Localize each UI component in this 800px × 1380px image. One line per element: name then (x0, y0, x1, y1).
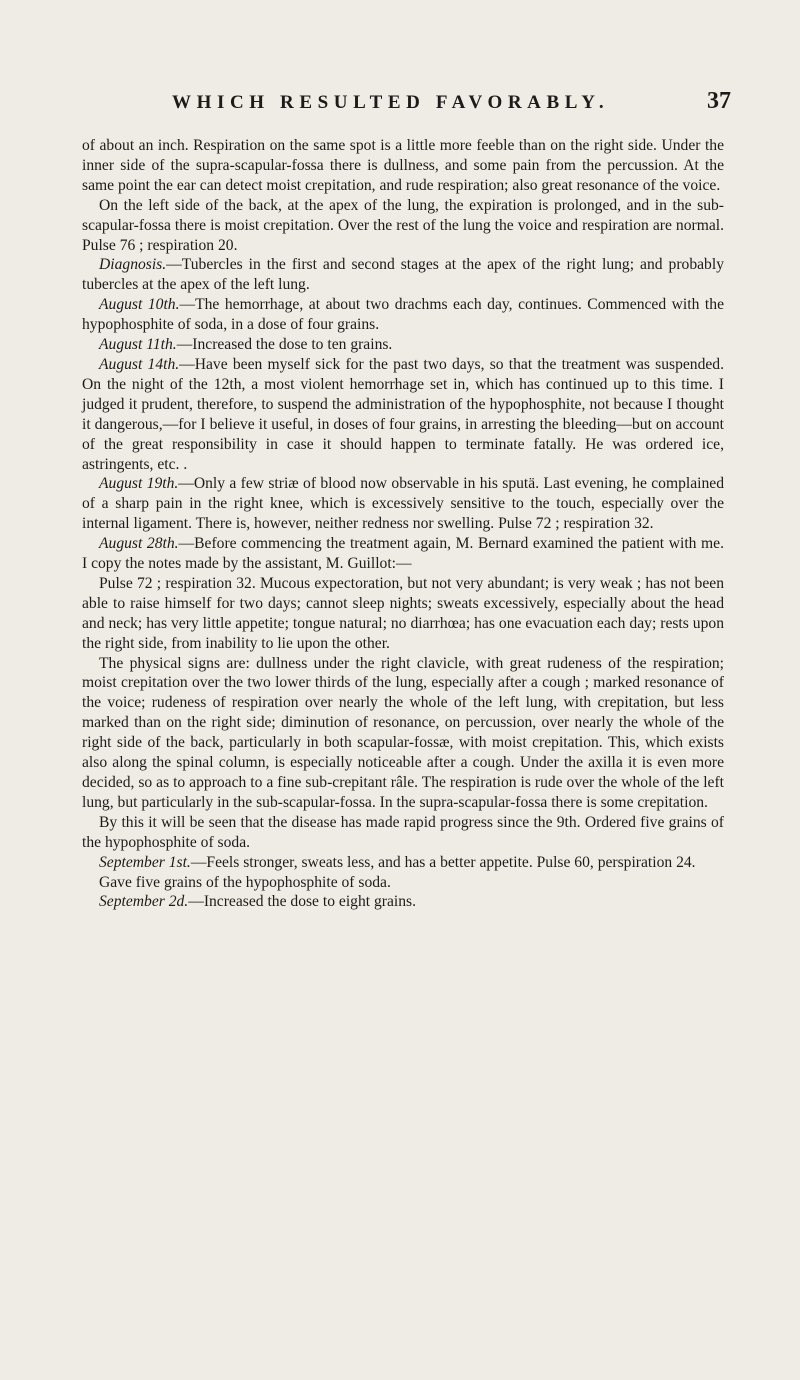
paragraph-lead: August 19th. (99, 475, 179, 493)
paragraph-lead: September 1st. (99, 853, 191, 871)
paragraph-lead: Diagnosis. (99, 256, 167, 274)
body-text (82, 136, 724, 912)
paragraph-text: —Before commencing the treatment again, M. Bernard examined the patient with me. I copy the notes made by the assistant, M. Guillot:— (82, 535, 724, 573)
paragraph-entry (82, 534, 724, 574)
paragraph (82, 196, 724, 256)
paragraph-lead: August 28th. (99, 535, 179, 553)
paragraph (82, 136, 724, 196)
paragraph-lead: August 10th. (99, 296, 180, 314)
paragraph (82, 654, 724, 813)
page-header (0, 88, 800, 122)
paragraph-text: On the left side of the back, at the apex of the lung, the expiration is prolonged, and in the sub-scapular-fossa there is moist crepitation. Over the rest of the lung the voice and respiration are normal. Pulse 76 ; respiration 20. (82, 196, 724, 254)
paragraph (82, 873, 724, 893)
paragraph-text: of about an inch. Respiration on the same spot is a little more feeble than on the right side. Under the inner side of the supra-scapular-fossa there is dullness, and some pain from the percussion. At the same point the ear can detect moist crepitation, and rude respiration; also great resonance of the voice. (82, 137, 724, 194)
paragraph-text: The physical signs are: dullness under the right clavicle, with great rudeness of the respiration; moist crepitation over the two lower thirds of the lung, especially after a cough ; marked resonance of the voice; rudeness of respiration over nearly the whole of the left lung, with crepitation, but less marked than on the right side; diminution of resonance, on percussion, over nearly the whole of the right side of the back, particularly in both scapular-fossæ, with moist crepitation. This, which exists also along the spinal column, is especially noticeable after a cough. Under the axilla it is even more decided, so as to approach to a fine sub-crepitant râle. The respiration is rude over the whole of the left lung, but particularly in the sub-scapular-fossa. In the supra-scapular-fossa there is some crepitation. (82, 654, 724, 811)
paragraph-text: —Only a few striæ of blood now observable in his sputä. Last evening, he complained of a sharp pain in the right knee, which is excessively sensitive to the touch, especially over the internal ligament. There is, however, neither redness nor swelling. Pulse 72 ; respiration 32. (82, 475, 724, 533)
running-head: WHICH RESULTED FAVORABLY. (172, 92, 610, 113)
paragraph-entry (82, 892, 724, 912)
paragraph-text: Pulse 72 ; respiration 32. Mucous expectoration, but not very abundant; is very weak ; has not been able to raise himself for two days; cannot sleep nights; sweats excessively, especially about the head and neck; has very little appetite; tongue natural; no diarrhœa; has one evacuation each day; rests upon the right side, from inability to lie upon the other. (82, 574, 724, 652)
paragraph-entry (82, 355, 724, 474)
paragraph-entry (82, 335, 724, 355)
paragraph-text: —Increased the dose to eight grains. (188, 893, 416, 911)
paragraph-text: By this it will be seen that the disease has made rapid progress since the 9th. Ordered five grains of the hypophosphite of soda. (82, 813, 724, 851)
paragraph-entry (82, 853, 724, 873)
paragraph-entry (82, 295, 724, 335)
paragraph-lead: August 11th. (99, 336, 177, 354)
paragraph-text: —Increased the dose to ten grains. (176, 336, 393, 354)
paragraph-lead: September 2d. (99, 893, 189, 911)
paragraph-lead: August 14th. (99, 355, 180, 373)
paragraph-text: Gave five grains of the hypophosphite of soda. (99, 873, 391, 891)
paragraph (82, 574, 724, 654)
paragraph-text: —The hemorrhage, at about two drachms each day, continues. Commenced with the hypophosphite of soda, in a dose of four grains. (82, 296, 724, 334)
paragraph-text: —Feels stronger, sweats less, and has a better appetite. Pulse 60, perspiration 24. (190, 853, 696, 871)
paragraph-text: —Have been myself sick for the past two days, so that the treatment was suspended. On the night of the 12th, a most violent hemorrhage set in, which has continued up to this time. I judged it prudent, therefore, to suspend the administration of the hypophosphite, not because I thought it dangerous,—for I believe it useful, in doses of four grains, in arresting the bleeding—but on account of the great responsibility in case it should happen to terminate fatally. He was ordered ice, astringents, etc. . (82, 355, 725, 473)
paragraph-text: —Tubercles in the first and second stages at the apex of the right lung; and probably tubercles at the apex of the left lung. (82, 256, 724, 294)
paragraph-diagnosis (82, 255, 724, 295)
page-number: 37 (707, 88, 731, 114)
paragraph-entry (82, 474, 724, 534)
paragraph (82, 813, 724, 853)
